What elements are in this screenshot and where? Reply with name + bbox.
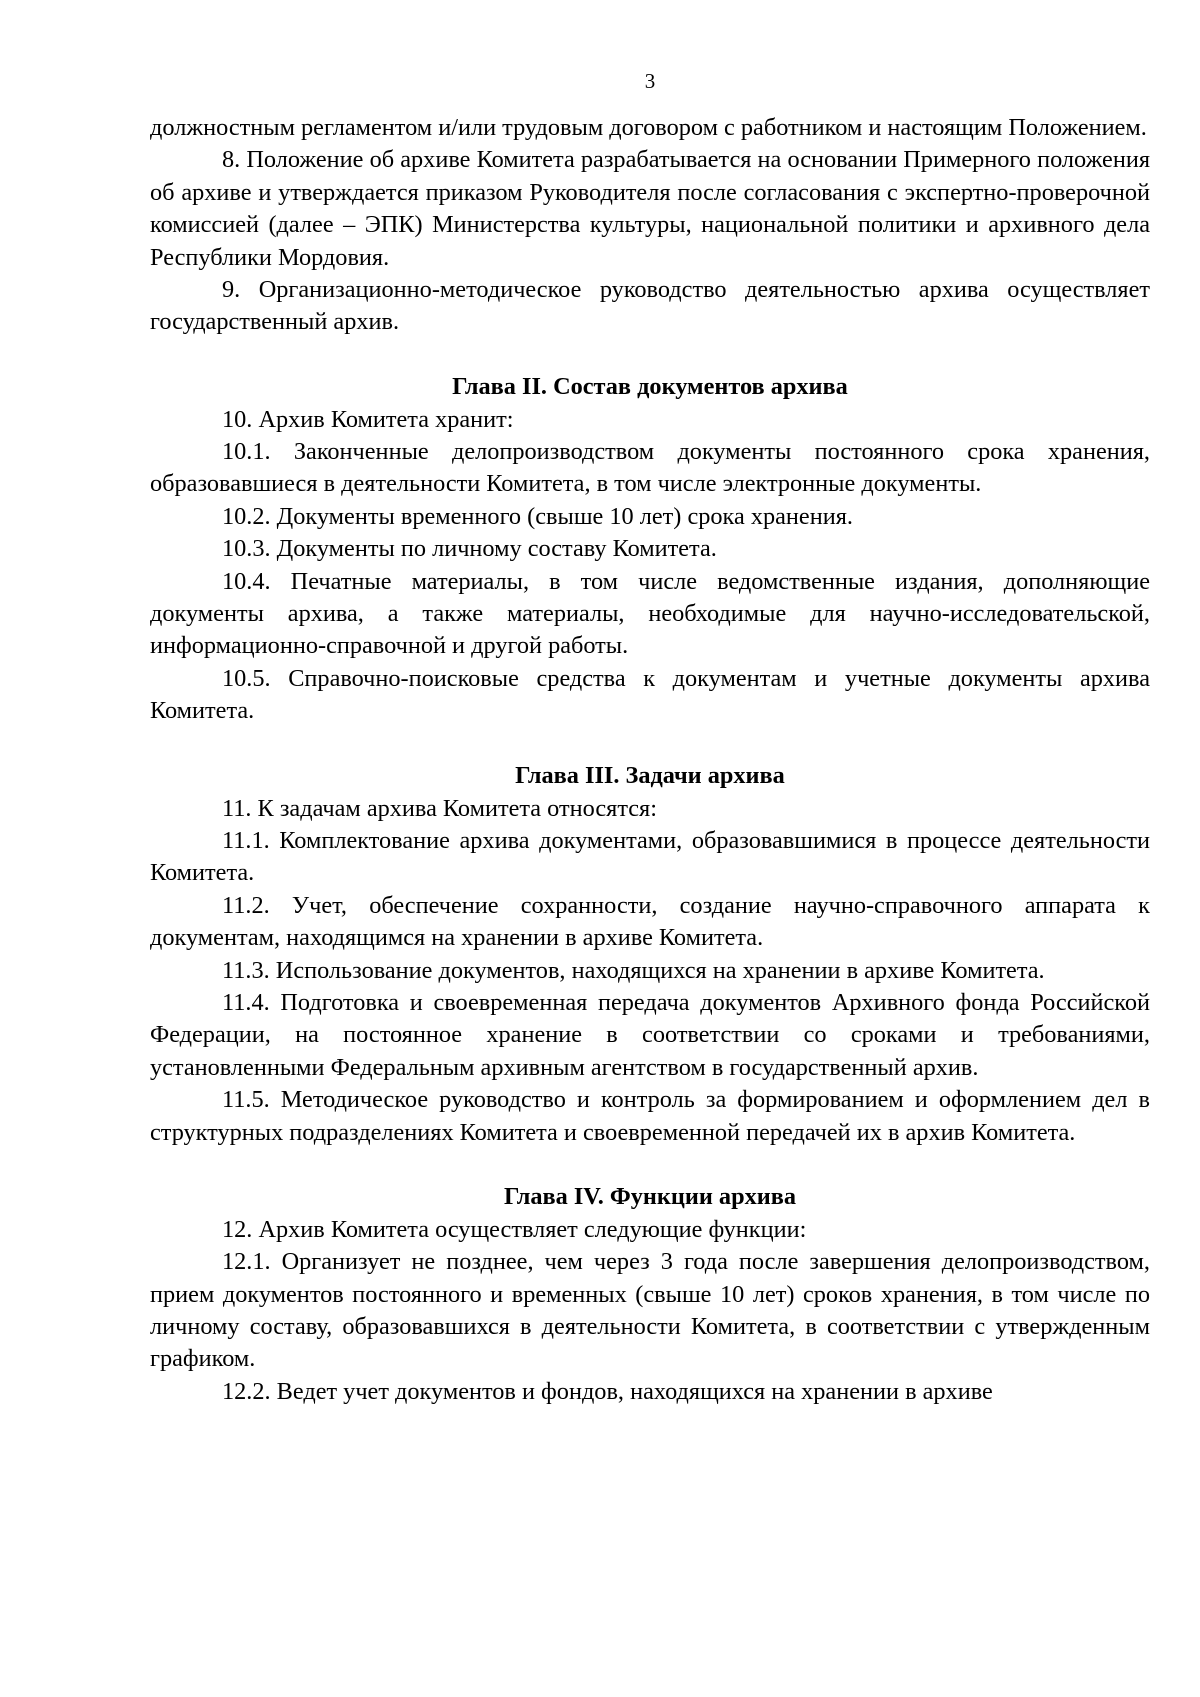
paragraph-11-2: 11.2. Учет, обеспечение сохранности, создание научно-справочного аппарата к документам, находящимся на хранении в архиве Комитета. bbox=[150, 891, 1150, 952]
paragraph-12-2: 12.2. Ведет учет документов и фондов, находящихся на хранении в архиве bbox=[222, 1377, 993, 1405]
paragraph-10-5: 10.5. Справочно-поисковые средства к документам и учетные документы архива Комитета. bbox=[150, 664, 1150, 725]
paragraph-continuation: должностным регламентом и/или трудовым договором с работником и настоящим Положением. bbox=[150, 114, 1147, 141]
paragraph-10-1: 10.1. Законченные делопроизводством документы постоянного срока хранения, образовавшиеся в деятельности Комитета, в том числе электронные документы. bbox=[150, 438, 1150, 498]
paragraph-9: 9. Организационно-методическое руководство деятельностью архива осуществляет государственный архив. bbox=[150, 276, 1150, 336]
chapter-2-heading: Глава II. Состав документов архива bbox=[452, 373, 848, 401]
paragraph-11-4: 11.4. Подготовка и своевременная передача документов Архивного фонда Российской Федерации, на постоянное хранение в соответствии со сроками и требованиями, установленными Федеральным архивным агентством в государственный архив. bbox=[150, 988, 1150, 1081]
paragraph-12-1: 12.1. Организует не позднее, чем через 3 года после завершения делопроизводством, прием документов постоянного и временных (свыше 10 лет) сроков хранения, в том числе по личному составу, образовавшихся в деятельности Комитета, в соответствии с утвержденным графиком. bbox=[150, 1248, 1150, 1373]
page-number: 3 bbox=[644, 69, 656, 93]
paragraph-10-3: 10.3. Документы по личному составу Комитета. bbox=[222, 535, 717, 563]
paragraph-12: 12. Архив Комитета осуществляет следующие функции: bbox=[222, 1215, 807, 1243]
paragraph-10-4: 10.4. Печатные материалы, в том числе ведомственные издания, дополняющие документы архива, а также материалы, необходимые для научно-исследовательской, информационно-справочной и другой работы. bbox=[150, 567, 1150, 660]
document-page bbox=[150, 62, 1150, 1408]
paragraph-11-1: 11.1. Комплектование архива документами, образовавшимися в процессе деятельности Комитета. bbox=[150, 826, 1150, 887]
paragraph-11-5: 11.5. Методическое руководство и контроль за формированием и оформлением дел в структурных подразделениях Комитета и своевременной передачей их в архив Комитета. bbox=[150, 1086, 1150, 1146]
paragraph-11: 11. К задачам архива Комитета относятся: bbox=[222, 794, 657, 822]
document-body bbox=[150, 112, 1150, 1408]
paragraph-10: 10. Архив Комитета хранит: bbox=[222, 405, 514, 433]
paragraph-11-3: 11.3. Использование документов, находящихся на хранении в архиве Комитета. bbox=[222, 956, 1045, 984]
chapter-4-heading: Глава IV. Функции архива bbox=[503, 1183, 797, 1211]
paragraph-8: 8. Положение об архиве Комитета разрабатывается на основании Примерного положения об архиве и утверждается приказом Руководителя после согласования с экспертно-проверочной комиссией (далее – ЭПК) Министерства культуры, национальной политики и архивного дела Республики Мордовия. bbox=[150, 146, 1150, 271]
paragraph-10-2: 10.2. Документы временного (свыше 10 лет) срока хранения. bbox=[222, 502, 853, 530]
chapter-3-heading: Глава III. Задачи архива bbox=[515, 762, 785, 790]
